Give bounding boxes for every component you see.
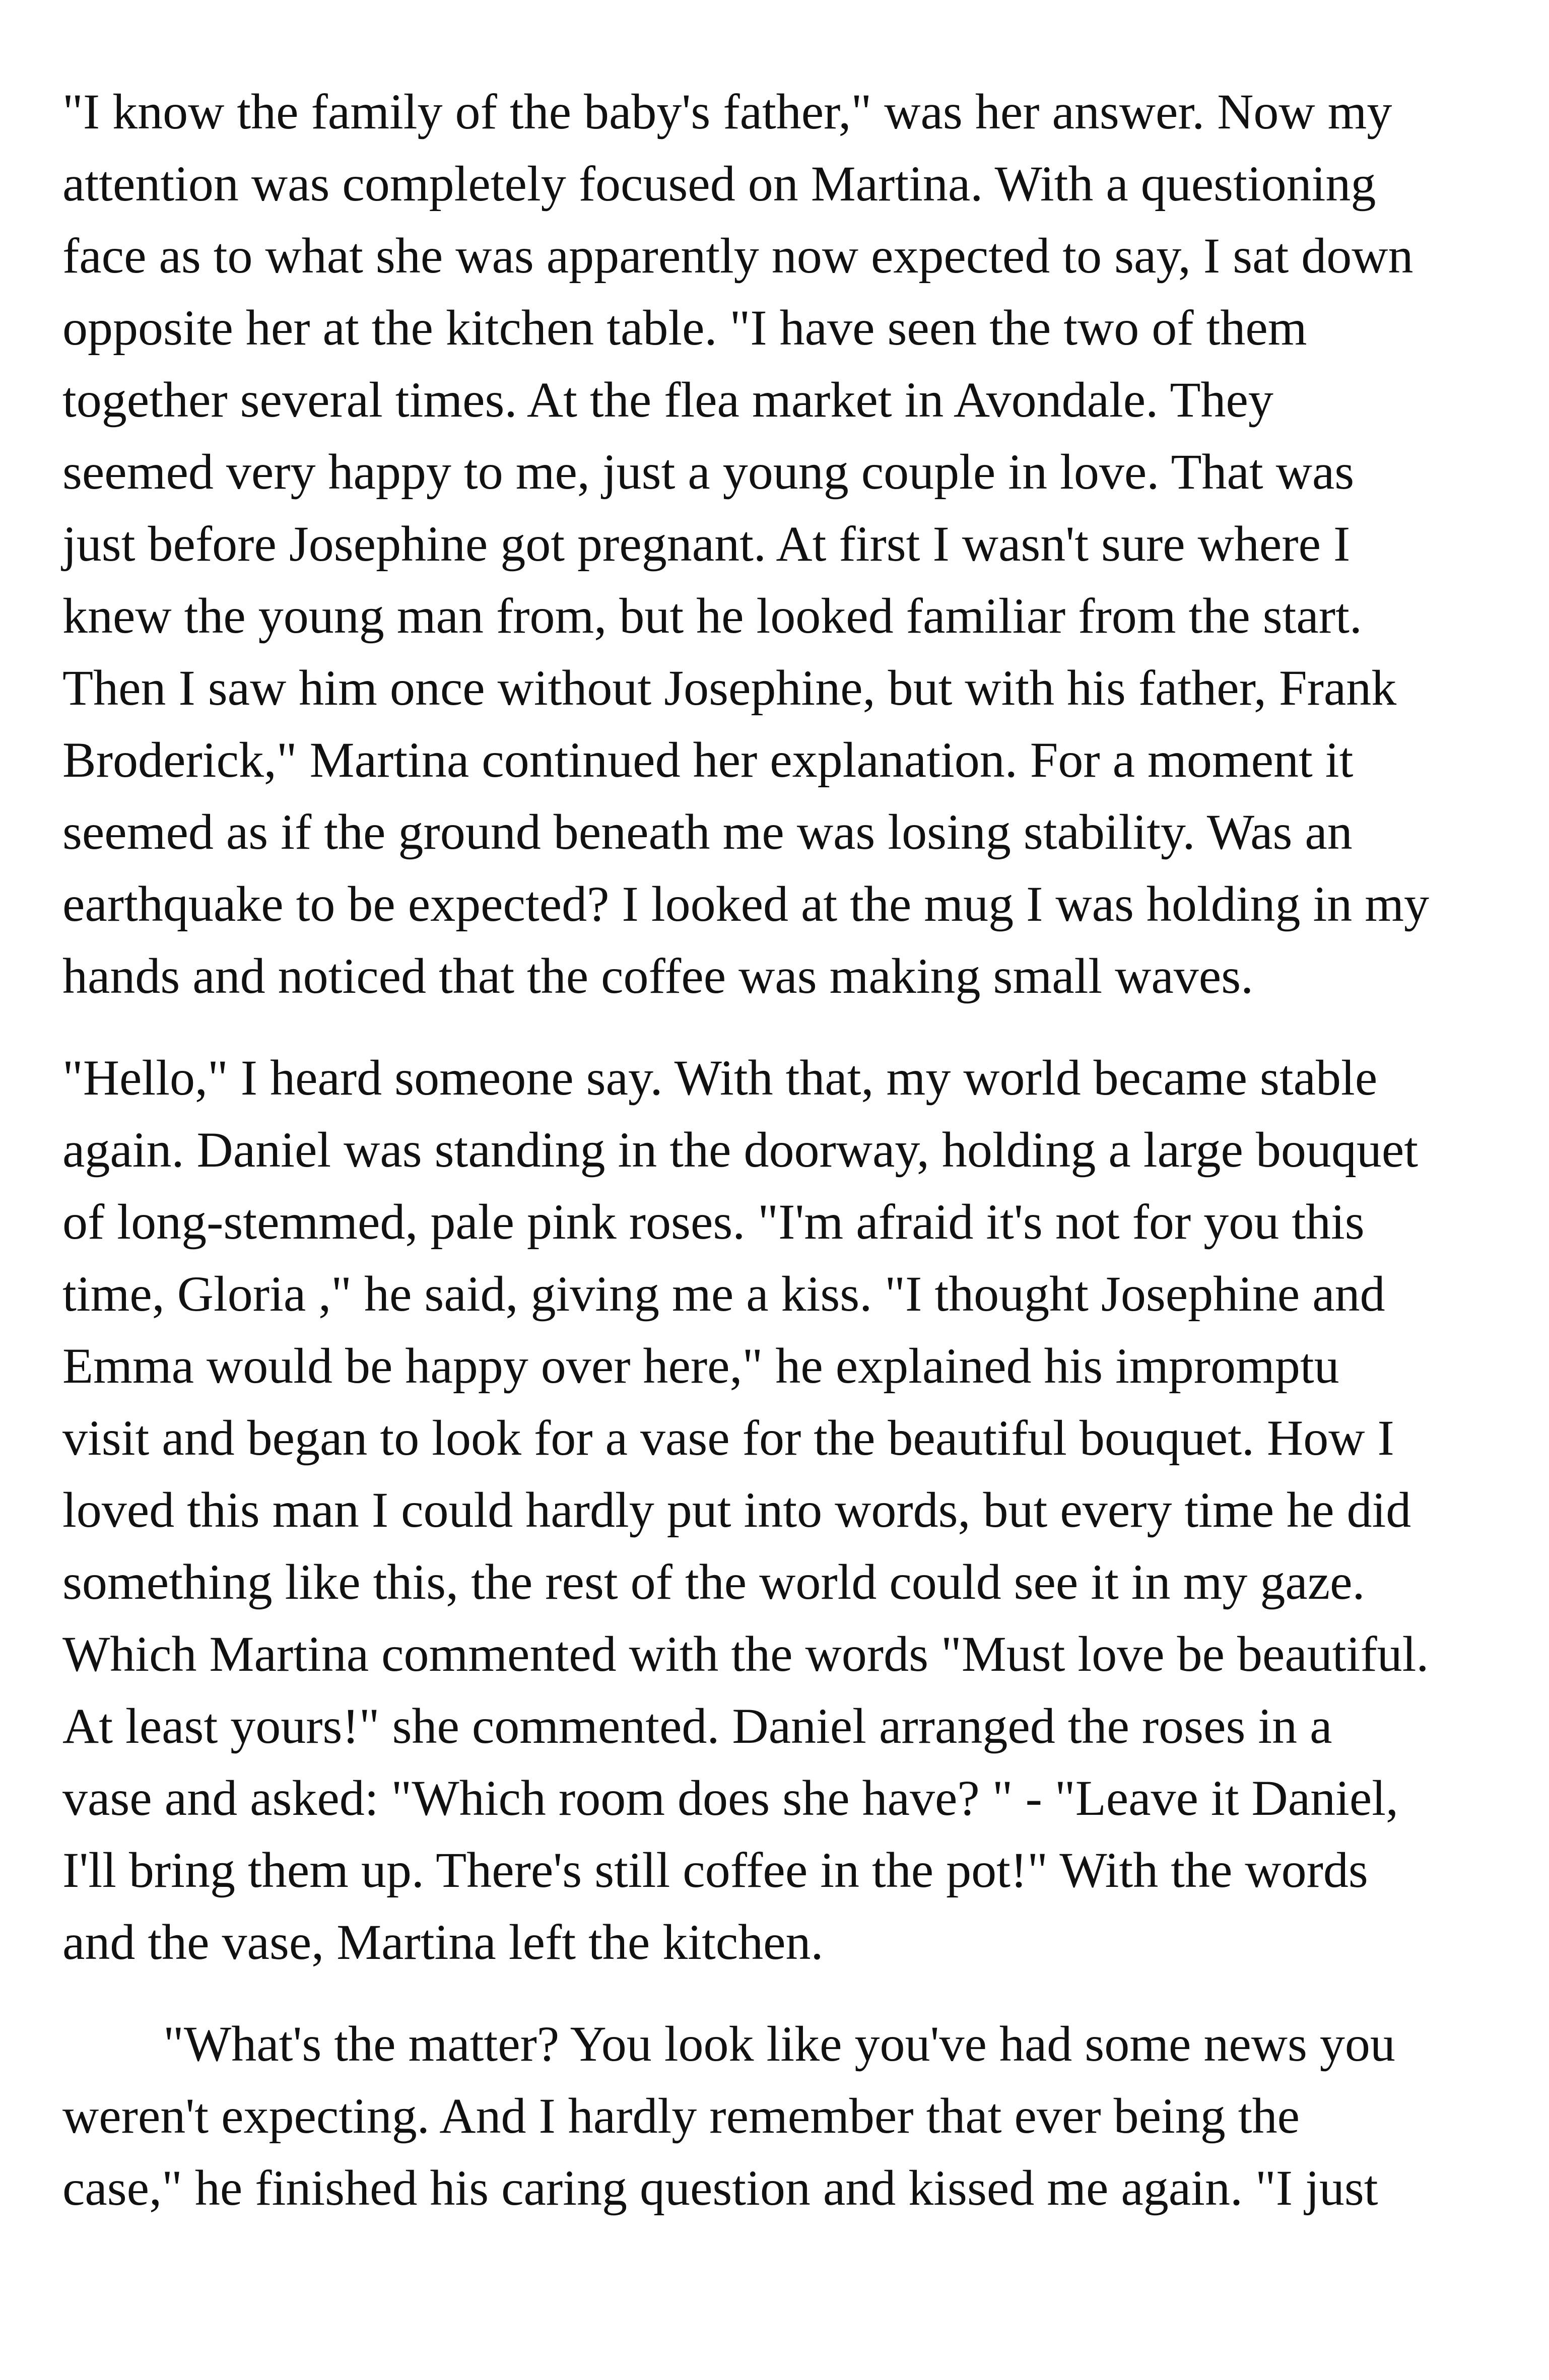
text-line: and the vase, Martina left the kitchen. (62, 1914, 824, 1970)
text-line: face as to what she was apparently now expected to say, I sat down (62, 228, 1413, 284)
text-line: Which Martina commented with the words "Must love be beautiful. (62, 1626, 1429, 1682)
text-line: Emma would be happy over here," he explained his impromptu (62, 1338, 1339, 1394)
text-line: together several times. At the flea market in Avondale. They (62, 372, 1273, 428)
paragraph-2 (62, 1042, 1513, 1978)
text-line: attention was completely focused on Martina. With a questioning (62, 156, 1376, 212)
text-line: again. Daniel was standing in the doorway, holding a large bouquet (62, 1122, 1419, 1178)
text-line: I'll bring them up. There's still coffee in the pot!" With the words (62, 1842, 1368, 1898)
text-line: time, Gloria ," he said, giving me a kiss. "I thought Josephine and (62, 1266, 1385, 1322)
text-line: Broderick," Martina continued her explanation. For a moment it (62, 732, 1354, 788)
text-line: "Hello," I heard someone say. With that, my world became stable (62, 1050, 1378, 1106)
text-line: Then I saw him once without Josephine, but with his father, Frank (62, 660, 1397, 716)
text-line: weren't expecting. And I hardly remember that ever being the (62, 2088, 1300, 2144)
text-line: At least yours!" she commented. Daniel arranged the roses in a (62, 1698, 1332, 1754)
text-line: visit and began to look for a vase for the beautiful bouquet. How I (62, 1410, 1394, 1466)
text-line: loved this man I could hardly put into words, but every time he did (62, 1482, 1411, 1538)
text-line: something like this, the rest of the world could see it in my gaze. (62, 1554, 1365, 1610)
text-line: vase and asked: "Which room does she have? " - "Leave it Daniel, (62, 1770, 1399, 1826)
text-line: opposite her at the kitchen table. "I have seen the two of them (62, 300, 1307, 356)
text-line: case," he finished his caring question and kissed me again. "I just (62, 2160, 1378, 2216)
text-line: hands and noticed that the coffee was making small waves. (62, 948, 1254, 1004)
text-line: knew the young man from, but he looked familiar from the start. (62, 588, 1362, 644)
document-page (62, 76, 1513, 2224)
text-line: "What's the matter? You look like you've had some news you (163, 2016, 1395, 2072)
text-line: earthquake to be expected? I looked at the mug I was holding in my (62, 876, 1430, 932)
text-line: seemed as if the ground beneath me was losing stability. Was an (62, 804, 1353, 860)
text-line: just before Josephine got pregnant. At first I wasn't sure where I (62, 516, 1351, 572)
paragraph-3 (62, 2008, 1513, 2224)
text-line: of long-stemmed, pale pink roses. "I'm afraid it's not for you this (62, 1194, 1365, 1250)
paragraph-1 (62, 76, 1513, 1012)
text-line: "I know the family of the baby's father," was her answer. Now my (62, 84, 1392, 140)
text-line: seemed very happy to me, just a young couple in love. That was (62, 444, 1355, 500)
